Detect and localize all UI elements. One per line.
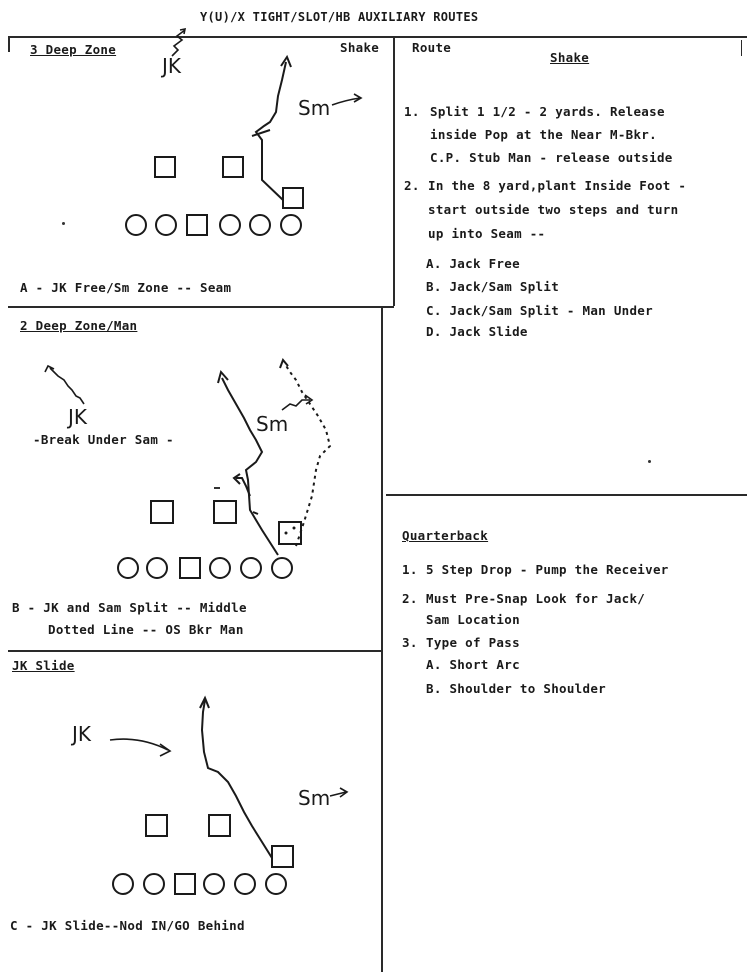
quarterback-title: Quarterback [402,528,489,543]
sm-label-b: Sm [256,412,289,436]
sm-label-c: Sm [298,786,331,810]
shake-point-2-num: 2. [404,178,420,193]
qb-point-1-line1: 5 Step Drop - Pump the Receiver [426,562,669,577]
jk-label-a: JK [162,54,182,78]
speck-right [648,460,651,463]
break-under-note: -Break Under Sam - [33,432,174,447]
sm-label-a: Sm [298,96,331,120]
qb-point-2-num: 2. [402,591,418,606]
jk-label-c: JK [72,722,92,746]
page-header: Y(U)/X TIGHT/SLOT/HB AUXILIARY ROUTES [200,10,479,24]
route-header-route: Route [412,40,452,55]
shake-point-1-line1: Split 1 1/2 - 2 yards. Release [430,104,665,119]
shake-point-2-line2: start outside two steps and turn [428,202,679,217]
caption-c: C - JK Slide--Nod IN/GO Behind [10,918,245,933]
shake-title: Shake [550,50,590,65]
qb-point-1-num: 1. [402,562,418,577]
caption-a: A - JK Free/Sm Zone -- Seam [20,280,232,295]
jk-label-b: JK [68,405,88,429]
lineman-c-5 [235,874,255,894]
caption-b-line1: B - JK and Sam Split -- Middle [12,600,247,615]
linebacker-right-c [209,815,230,836]
jk-arrow-c [110,739,168,750]
divider-right [386,494,747,496]
section-a-title: 3 Deep Zone [30,42,117,57]
receiver-box-c [272,846,293,867]
qb-pass-type-a: A. Short Arc [426,657,520,672]
qb-point-3-num: 3. [402,635,418,650]
shake-point-1-line2: inside Pop at the Near M-Bkr. [430,127,657,142]
shake-point-1-num: 1. [404,104,420,119]
shake-point-2-line1: In the 8 yard,plant Inside Foot - [428,178,687,193]
section-c-title: JK Slide [12,658,75,673]
shake-option-a: A. Jack Free [426,256,520,271]
shake-option-d: D. Jack Slide [426,324,528,339]
lineman-c-6 [266,874,286,894]
caption-b-line2: Dotted Line -- OS Bkr Man [48,622,244,637]
lineman-c-1 [113,874,133,894]
qb-point-2-line2: Sam Location [426,612,520,627]
qb-pass-type-b: B. Shoulder to Shoulder [426,681,606,696]
shake-point-1-line3: C.P. Stub Man - release outside [430,150,673,165]
section-b-title: 2 Deep Zone/Man [20,318,138,333]
linebacker-left-c [146,815,167,836]
jk-arrowhead-c [160,744,170,756]
shake-point-2-line3: up into Seam -- [428,226,546,241]
lineman-c-4 [204,874,224,894]
center-c [175,874,195,894]
qb-point-2-line1: Must Pre-Snap Look for Jack/ [426,591,646,606]
qb-point-3-line1: Type of Pass [426,635,520,650]
shake-option-b: B. Jack/Sam Split [426,279,560,294]
right-margin-tick [741,40,742,56]
lineman-c-2 [144,874,164,894]
shake-option-c: C. Jack/Sam Split - Man Under [426,303,653,318]
route-header-shake: Shake [340,40,380,55]
